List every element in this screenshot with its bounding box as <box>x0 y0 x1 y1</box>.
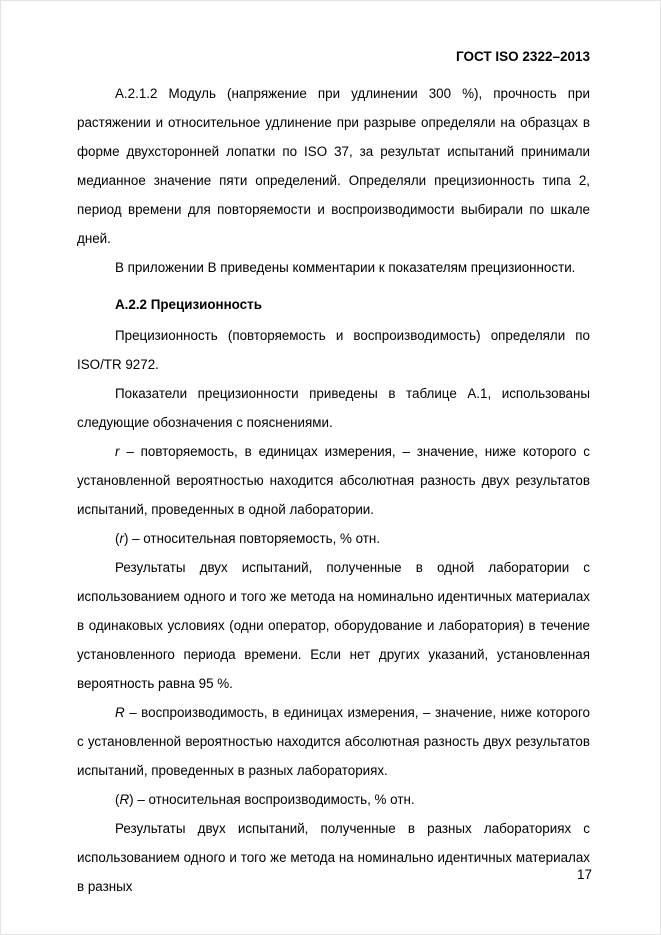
term-definition-R-relative <box>77 785 590 814</box>
term-open-paren: ( <box>115 531 120 546</box>
document-body <box>77 79 590 901</box>
term-open-paren: ( <box>115 792 120 807</box>
term-definition-r <box>77 437 590 524</box>
term-definition-r-relative <box>77 524 590 553</box>
standard-number: ГОСТ ISO 2322–2013 <box>456 49 590 64</box>
page-number: 17 <box>576 867 592 882</box>
term-symbol-R: R <box>115 705 125 720</box>
paragraph-appendix-b: В приложении В приведены комментарии к показателям прецизионности. <box>115 260 576 275</box>
paragraph-repeatability-results: Результаты двух испытаний, полученные в одной лаборатории с использованием одного и того же метода на номинально идентичных материалах в одинаковых условиях (одни оператор, оборудование и лаборатория) в течение установленного периода времени. Если нет других указаний, установленная вероятность равна 95 %. <box>77 560 590 691</box>
page-header <box>77 49 590 65</box>
term-symbol-r-relative: r <box>119 531 124 546</box>
term-text-R: – воспроизводимость, в единицах измерения, – значение, ниже которого с установленной вероятностью находится абсолютная разность двух результатов испытаний, проведенных в разных лабораториях. <box>77 705 590 778</box>
term-text-r: – повторяемость, в единицах измерения, – значение, ниже которого с установленной вероятностью находится абсолютная разность двух результатов испытаний, проведенных в одной лаборатории. <box>77 444 590 517</box>
term-definition-R <box>77 698 590 785</box>
term-text-r-relative: ) – относительная повторяемость, % отн. <box>123 531 381 546</box>
term-symbol-r: r <box>115 444 120 459</box>
section-heading-a22: А.2.2 Прецизионность <box>115 297 262 312</box>
paragraph-reproducibility-results: Результаты двух испытаний, полученные в разных лабораториях с использованием одного и того же метода на номинально идентичных материалах в разных <box>77 821 590 894</box>
paragraph-precision: Прецизионность (повторяемость и воспроизводимость) определяли по ISO/TR 9272. <box>77 328 590 372</box>
term-text-R-relative: ) – относительная воспроизводимость, % отн. <box>129 792 415 807</box>
term-symbol-R-relative: R <box>119 792 130 807</box>
paragraph-table-ref: Показатели прецизионности приведены в таблице А.1, использованы следующие обозначения с пояснениями. <box>77 386 590 430</box>
paragraph-a212: А.2.1.2 Модуль (напряжение при удлинении 300 %), прочность при растяжении и относительное удлинение при разрыве определяли на образцах в форме двухсторонней лопатки по ISO 37, за результат испытаний принимали медианное значение пяти определений. Определяли прецизионность типа 2, период времени для повторяемости и воспроизводимости выбирали по шкале дней. <box>77 86 590 246</box>
